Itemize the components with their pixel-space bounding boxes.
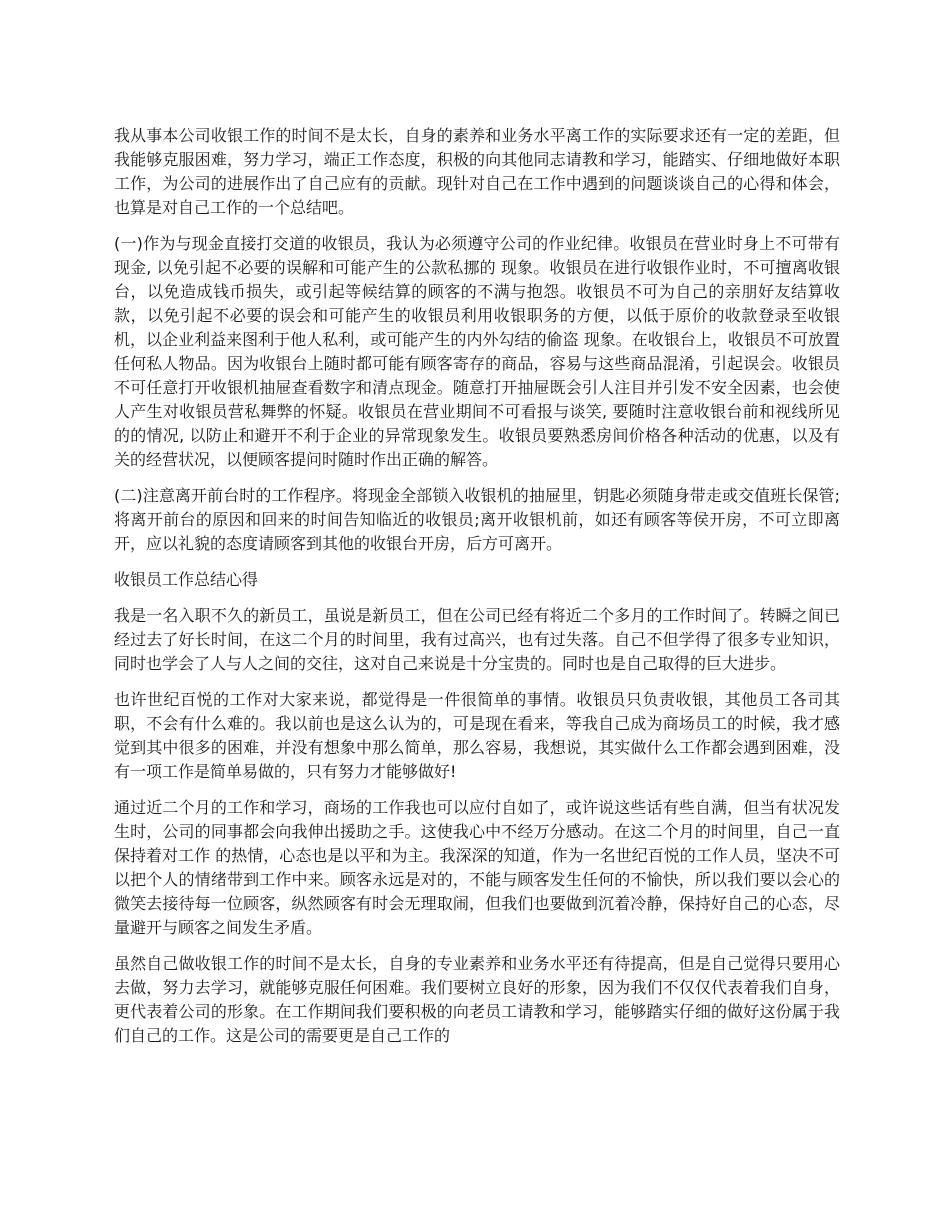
- document-body: [114, 124, 840, 1060]
- paragraph-new-employee: 我是一名入职不久的新员工，虽说是新员工，但在公司已经有将近二个多月的工作时间了。转瞬之间已经过去了好长时间，在这二个月的时间里，我有过高兴，也有过失落。自己不但学得了很多专业知识，同时也学会了人与人之间的交往，这对自己来说是十分宝贵的。同时也是自己取得的巨大进步。: [114, 606, 840, 673]
- section-heading: 收银员工作总结心得: [114, 570, 259, 589]
- paragraph-section-one: (一)作为与现金直接打交道的收银员，我认为必须遵守公司的作业纪律。收银员在营业时身上不可带有现金, 以免引起不必要的误解和可能产生的公款私挪的 现象。收银员在进行收银作业时，不可擅离收银台，以免造成钱币损失，或引起等候结算的顾客的不满与抱怨。收银员不可为自己的亲朋好友结算收款，以免引起不必要的误会和可能产生的收银员利用收银职务的方便，以低于原价的收款登录至收银机，以企业利益来图利于他人私利，或可能产生的内外勾结的偷盗 现象。在收银台上，收银员不可放置任何私人物品。因为收银台上随时都可能有顾客寄存的商品，容易与这些商品混淆，引起误会。收银员不可任意打开收银机抽屉查看数字和清点现金。随意打开抽屉既会引人注目并引发不安全因素，也会使人产生对收银员营私舞弊的怀疑。收银员在营业期间不可看报与谈笑, 要随时注意收银台前和视线所见的的情况, 以防止和避开不利于企业的异常现象发生。收银员要熟悉房间价格各种活动的优惠，以及有关的经营状况，以便顾客提问时随时作出正确的解答。: [114, 234, 840, 469]
- paragraph-intro: 我从事本公司收银工作的时间不是太长，自身的素养和业务水平离工作的实际要求还有一定的差距，但我能够克服困难，努力学习，端正工作态度，积极的向其他同志请教和学习，能踏实、仔细地做好本职工作，为公司的进展作出了自己应有的贡献。现针对自己在工作中遇到的问题谈谈自己的心得和体会，也算是对自己工作的一个总结吧。: [114, 126, 840, 217]
- paragraph-conclusion: 虽然自己做收银工作的时间不是太长，自身的专业素养和业务水平还有待提高，但是自己觉得只要用心去做，努力去学习，就能够克服任何困难。我们要树立良好的形象，因为我们不仅仅代表着我们自身，更代表着公司的形象。在工作期间我们要积极的向老员工请教和学习，能够踏实仔细的做好这份属于我们自己的工作。这是公司的需要更是自己工作的: [114, 954, 840, 1045]
- paragraph-section-two: (二)注意离开前台时的工作程序。将现金全部锁入收银机的抽屉里，钥匙必须随身带走或交值班长保管;将离开前台的原因和回来的时间告知临近的收银员;离开收银机前，如还有顾客等侯开房，不可立即离开，应以礼貌的态度请顾客到其他的收银台开房，后方可离开。: [114, 486, 840, 553]
- paragraph-difficulty: 也许世纪百悦的工作对大家来说，都觉得是一件很简单的事情。收银员只负责收银，其他员工各司其职，不会有什么难的。我以前也是这么认为的，可是现在看来，等我自己成为商场员工的时候，我才感觉到其中很多的困难，并没有想象中那么简单，那么容易，我想说，其实做什么工作都会遇到困难，没有一项工作是简单易做的，只有努力才能够做好!: [114, 690, 840, 781]
- paragraph-attitude: 通过近二个月的工作和学习，商场的工作我也可以应付自如了，或许说这些话有些自满，但当有状况发生时，公司的同事都会向我伸出援助之手。这使我心中不经万分感动。在这二个月的时间里，自己一直保持着对工作 的热情，心态也是以平和为主。我深深的知道，作为一名世纪百悦的工作人员，坚决不可以把个人的情绪带到工作中来。顾客永远是对的，不能与顾客发生任何的不愉快，所以我们要以会心的微笑去接待每一位顾客，纵然顾客有时会无理取闹，但我们也要做到沉着冷静，保持好自己的心态，尽量避开与顾客之间发生矛盾。: [114, 798, 840, 937]
